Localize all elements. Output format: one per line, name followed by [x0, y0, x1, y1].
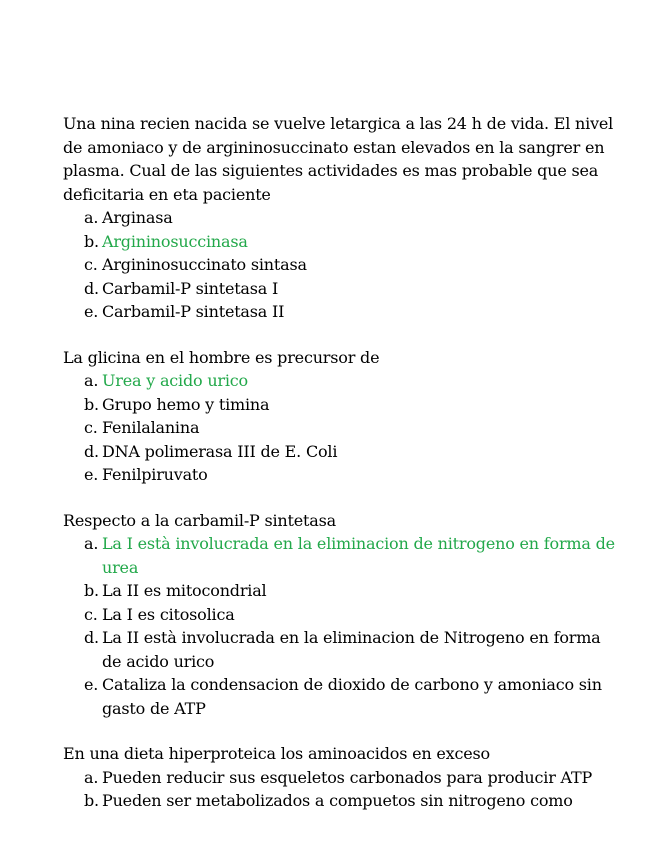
option-letter: a.: [84, 208, 99, 227]
option-d: [63, 626, 623, 673]
option-text: La II està involucrada en la eliminacion de Nitrogeno en forma de acido urico: [102, 628, 601, 671]
option-e: [63, 673, 623, 720]
option-letter: c.: [84, 604, 98, 624]
option-text-highlighted: La I està involucrada en la eliminacion de nitrogeno en forma de urea: [102, 534, 615, 577]
option-letter: b.: [84, 791, 99, 810]
option-letter: b.: [84, 394, 99, 414]
option-list: [63, 369, 623, 487]
question-stem: Una nina recien nacida se vuelve letargica a las 24 h de vida. El nivel de amoniaco y de argininosuccinato estan elevados en la sangrer en plasma. Cual de las siguientes actividades es mas probable que sea deficitaria en eta paciente: [63, 114, 614, 204]
option-letter: a.: [84, 534, 99, 553]
option-letter: c.: [84, 418, 98, 437]
option-letter: a.: [84, 767, 99, 787]
question-4: [63, 742, 623, 813]
option-list: [63, 206, 623, 324]
option-text: Pueden reducir sus esqueletos carbonados para producir ATP: [102, 767, 593, 787]
option-text: Fenilalanina: [102, 418, 200, 437]
option-letter: c.: [84, 255, 98, 274]
option-text: DNA polimerasa III de E. Coli: [102, 441, 338, 461]
option-letter: e.: [84, 675, 99, 694]
option-text: Carbamil-P sintetasa II: [102, 302, 285, 321]
question-stem: Respecto a la carbamil-P sintetasa: [63, 510, 336, 530]
option-text: Cataliza la condensacion de dioxido de carbono y amoniaco sin gasto de ATP: [102, 675, 602, 718]
option-a: [63, 369, 623, 393]
option-text: La I es citosolica: [102, 604, 235, 624]
option-list: [63, 532, 623, 720]
option-a: [63, 532, 623, 579]
option-e: [63, 463, 623, 487]
option-c: [63, 253, 623, 277]
option-letter: d.: [84, 441, 99, 461]
option-a: [63, 766, 623, 790]
option-letter: e.: [84, 465, 99, 484]
option-e: [63, 300, 623, 324]
option-list: [63, 766, 623, 813]
question-2: [63, 346, 623, 487]
option-letter: d.: [84, 628, 99, 647]
document-page: [63, 112, 623, 835]
question-3: [63, 509, 623, 721]
option-text: Fenilpiruvato: [102, 465, 208, 484]
option-letter: a.: [84, 371, 99, 390]
option-text: Carbamil-P sintetasa I: [102, 278, 279, 298]
option-letter: e.: [84, 302, 99, 321]
option-d: [63, 277, 623, 301]
option-b: [63, 579, 623, 603]
option-text: Grupo hemo y timina: [102, 394, 270, 414]
option-text: Argininosuccinato sintasa: [102, 255, 307, 274]
option-b: [63, 230, 623, 254]
option-text: Pueden ser metabolizados a compuetos sin nitrogeno como: [102, 791, 573, 810]
option-letter: d.: [84, 278, 99, 298]
option-letter: b.: [84, 581, 99, 600]
option-d: [63, 440, 623, 464]
option-text-highlighted: Argininosuccinasa: [102, 231, 248, 251]
question-1: [63, 112, 623, 324]
option-c: [63, 416, 623, 440]
question-stem: La glicina en el hombre es precursor de: [63, 347, 380, 367]
option-text-highlighted: Urea y acido urico: [102, 371, 248, 390]
option-text: Arginasa: [102, 208, 173, 227]
option-b: [63, 789, 623, 813]
option-b: [63, 393, 623, 417]
option-letter: b.: [84, 231, 99, 251]
option-a: [63, 206, 623, 230]
question-stem: En una dieta hiperproteica los aminoacidos en exceso: [63, 744, 490, 763]
option-text: La II es mitocondrial: [102, 581, 267, 600]
option-c: [63, 603, 623, 627]
